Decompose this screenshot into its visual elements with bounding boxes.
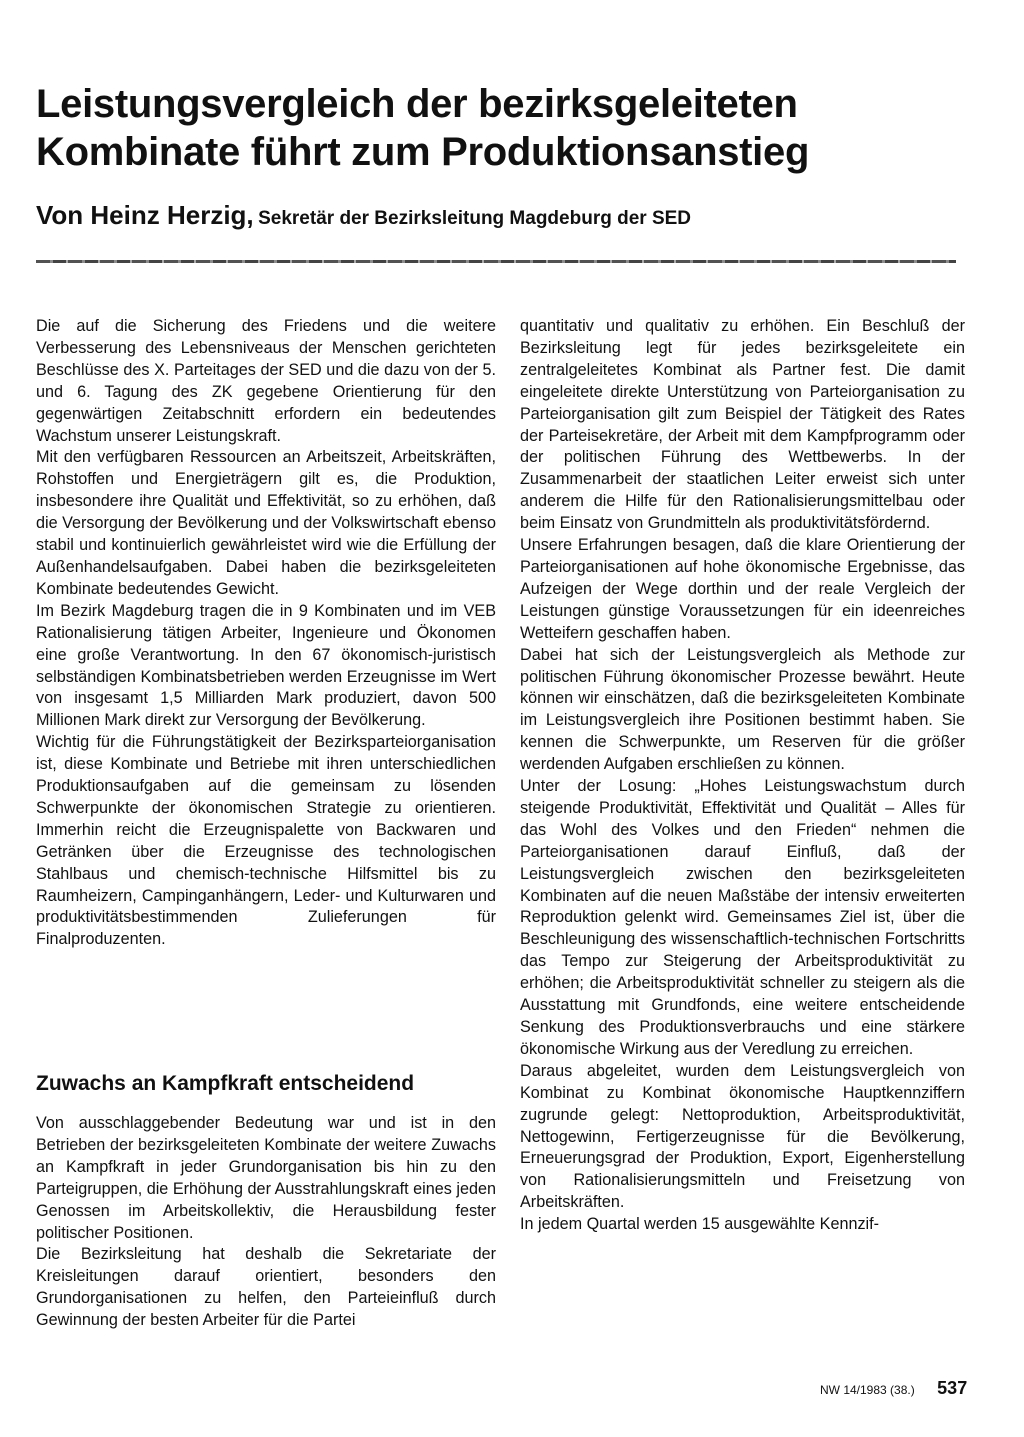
issue-reference: NW 14/1983 (38.) bbox=[820, 1383, 915, 1397]
paragraph: Unter der Losung: „Hohes Leistungswachstum durch steigende Produktivität, Effektivität und Qualität – Alles für das Wohl des Volkes und den Frieden“ nehmen die Parteiorganisationen darauf Einfluß, daß der Leistungsvergleich zwischen den bezirksgeleiteten Kombinaten auf die neuen Maßstäbe der intensiv erweiterten Reproduktion gelenkt wird. Gemeinsames Ziel ist, über die Beschleunigung des wissenschaftlich-technischen Fortschritts das Tempo zur Steigerung der Arbeitsproduktivität zu erhöhen; die Arbeitsproduktivität schneller zu steigern als die Ausstattung mit Grundfonds, eine weitere entscheidende Senkung des Produktionsverbrauchs und eine stärkere ökonomische Wirkung aus der Veredlung zu erreichen. bbox=[520, 777, 965, 1058]
article-title bbox=[36, 80, 956, 176]
left-column-lower bbox=[36, 1113, 496, 1332]
author-role: Sekretär der Bezirksleitung Magdeburg der SED bbox=[258, 208, 692, 229]
paragraph: In jedem Quartal werden 15 ausgewählte Kennzif- bbox=[520, 1215, 880, 1234]
right-column bbox=[520, 316, 965, 1236]
paragraph: Dabei hat sich der Leistungsvergleich als Methode zur politischen Führung ökonomischer Prozesse bewährt. Heute können wir einschätzen, daß die bezirksgeleiteten Kombinate im Leistungsvergleich ihre Positionen bestimmt haben. Sie kennen die Schwerpunkte, um Reserven für die größer werdenden Aufgaben erschließen zu können. bbox=[520, 645, 965, 774]
paragraph: Von ausschlaggebender Bedeutung war und ist in den Betrieben der bezirksgeleiteten Kombinate der weitere Zuwachs an Kampfkraft in jeder Grundorganisation bis hin zu den Parteigruppen, die Erhöhung der Ausstrahlungskraft eines jeden Genossen im Arbeitskollektiv, die Herausbildung fester politischer Positionen. bbox=[36, 1114, 496, 1242]
paragraph: quantitativ und qualitativ zu erhöhen. Ein Beschluß der Bezirksleitung legt für jedes bezirksgeleitete ein zentralgeleitetes Kombinat als Partner fest. Die damit eingeleitete direkte Unterstützung von Parteiorganisation zu Parteiorganisation gilt zum Beispiel der Tätigkeit des Rates der Parteisekretäre, der Arbeit mit dem Kampfprogramm oder der politischen Führung des Wettbewerbs. In der Zusammenarbeit der staatlichen Leiter erweist sich unter anderem die Hilfe für den Rationalisierungsmittelbau oder beim Einsatz von Grundmitteln als produktivitätsfördernd. bbox=[520, 317, 965, 533]
paragraph: Wichtig für die Führungstätigkeit der Bezirksparteiorganisation ist, diese Kombinate und Betriebe mit ihren unterschiedlichen Produktionsaufgaben auf die gemeinsam zu lösenden Schwerpunkte der ökonomischen Strategie zu orientieren. Immerhin reicht die Erzeugnispalette von Backwaren und Getränken über die Erzeugnisse des technologischen Stahlbaus und chemisch-technische Hilfsmittel bis zu Raumheizern, Campinganhängern, Leder- und Kulturwaren und produktivitätsbestimmenden Zulieferungen für Finalproduzenten. bbox=[36, 733, 496, 949]
paragraph: Die Bezirksleitung hat deshalb die Sekretariate der Kreisleitungen darauf orientiert, besonders den Grundorganisationen zu helfen, den Parteieinfluß durch Gewinnung der besten Arbeiter für die Partei bbox=[36, 1245, 496, 1330]
byline bbox=[36, 200, 976, 231]
author-name: Von Heinz Herzig, bbox=[36, 200, 254, 230]
page-footer bbox=[820, 1378, 967, 1399]
paragraph: Mit den verfügbaren Ressourcen an Arbeitszeit, Arbeitskräften, Rohstoffen und Energieträgern gilt es, die Produktion, insbesondere ihre Qualität und Effektivität, so zu erhöhen, daß die Versorgung der Bevölkerung und der Volkswirtschaft ebenso stabil und kontinuierlich gewährleistet wird wie die Erfüllung der Außenhandelsaufgaben. Dabei haben die bezirksgeleiteten Kombinate bedeutendes Gewicht. bbox=[36, 448, 496, 598]
section-subheading: Zuwachs an Kampfkraft entscheidend bbox=[36, 1072, 415, 1095]
page-number: 537 bbox=[937, 1378, 968, 1398]
paragraph: Daraus abgeleitet, wurden dem Leistungsvergleich von Kombinat zu Kombinat ökonomische Hauptkennziffern zugrunde gelegt: Nettoproduktion, Arbeitsproduktivität, Nettogewinn, Fertigerzeugnisse für die Bevölkerung, Erneuerungsgrad der Produktion, Export, Eigenherstellung von Rationalisierungsmitteln und Freisetzung von Arbeitskräften. bbox=[520, 1061, 965, 1212]
title-line-1: Leistungsvergleich der bezirksgeleiteten bbox=[36, 82, 798, 126]
paragraph: Im Bezirk Magdeburg tragen die in 9 Kombinaten und im VEB Rationalisierung tätigen Arbeiter, Ingenieure und Ökonomen eine große Verantwortung. In den 67 ökonomisch-juristisch selbständigen Kombinatsbetrieben werden Erzeugnisse im Wert von insgesamt 1,5 Milliarden Mark produziert, davon 500 Millionen Mark direkt zur Versorgung der Bevölkerung. bbox=[36, 601, 496, 730]
left-column bbox=[36, 316, 496, 951]
paragraph: Die auf die Sicherung des Friedens und die weitere Verbesserung des Lebensniveaus der Menschen gerichteten Beschlüsse des X. Parteitages der SED und die dazu von der 5. und 6. Tagung des ZK gegebene Orientierung für den gegenwärtigen Zeitabschnitt erfordern ein bedeutendes Wachstum unserer Leistungskraft. bbox=[36, 317, 496, 445]
header-divider bbox=[36, 260, 956, 263]
paragraph: Unsere Erfahrungen besagen, daß die klare Orientierung der Parteiorganisationen auf hohe ökonomische Ergebnisse, das Aufzeigen der Wege dorthin und der reale Vergleich der Leistungen günstige Voraussetzungen für ein ideenreiches Wetteifern geschaffen haben. bbox=[520, 536, 965, 642]
title-line-2: Kombinate führt zum Produktionsanstieg bbox=[36, 130, 810, 174]
